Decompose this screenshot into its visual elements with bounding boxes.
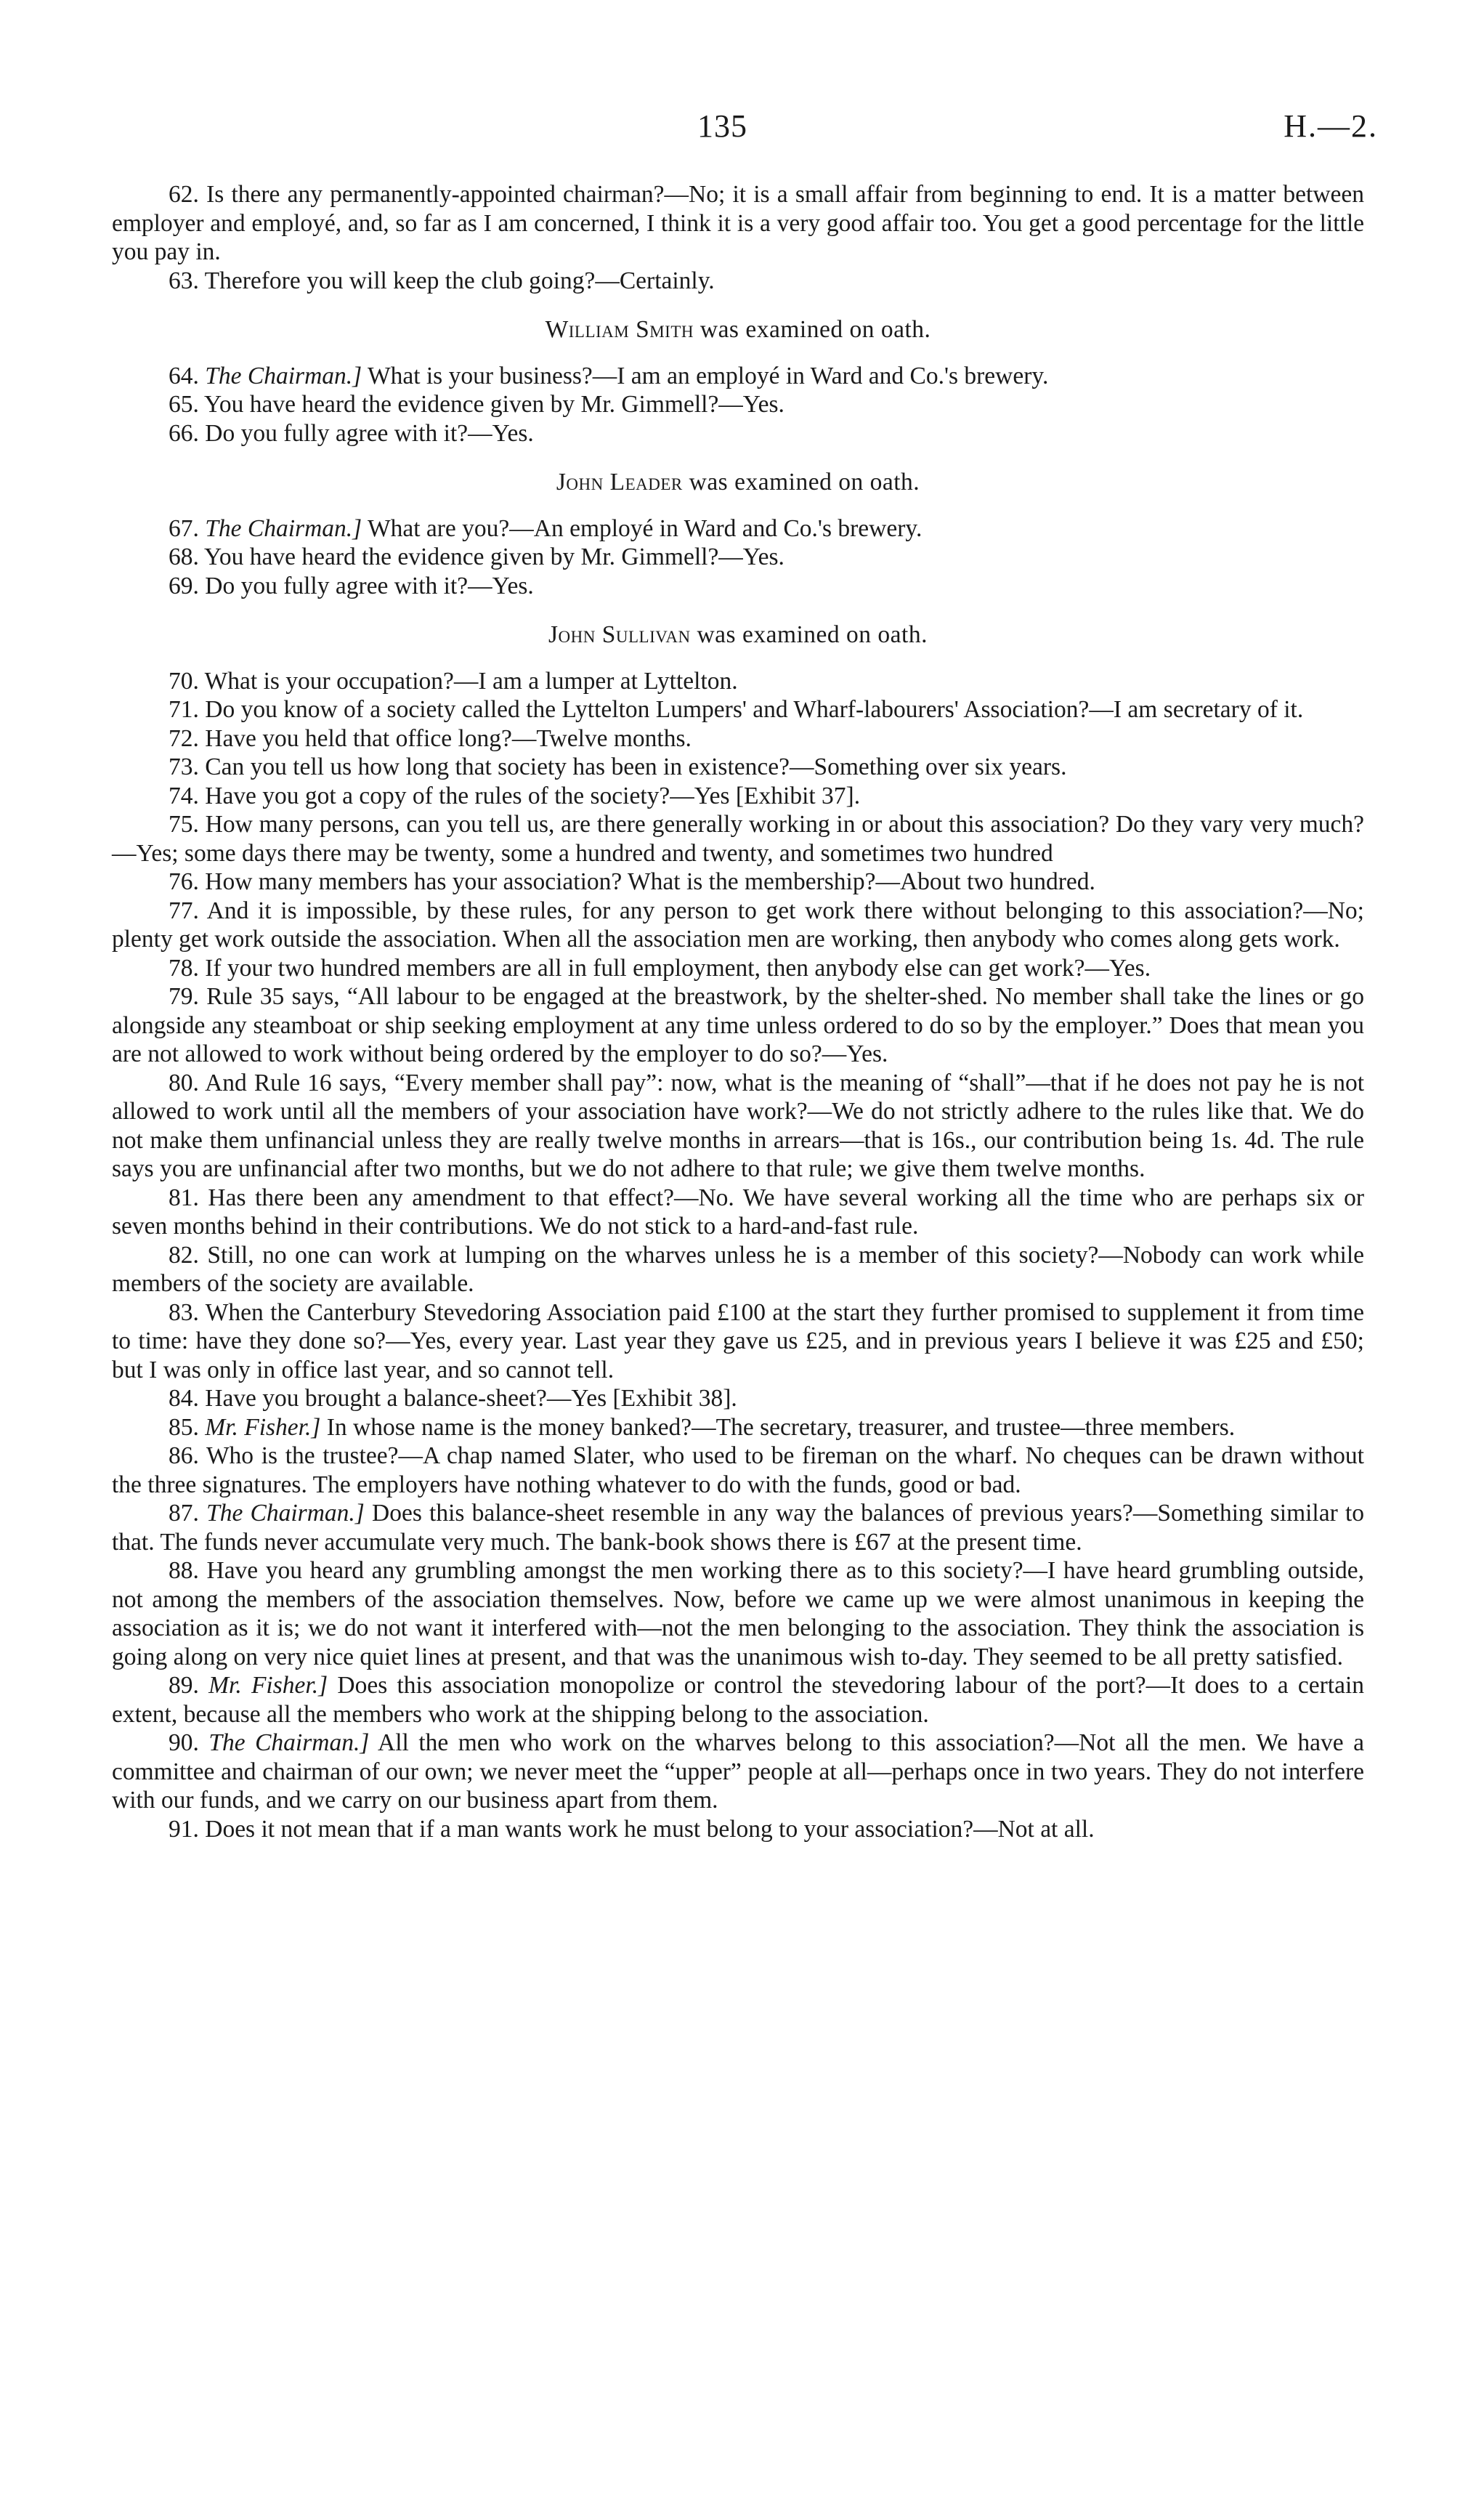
witness-name: William Smith xyxy=(545,316,694,343)
question-answer-paragraph xyxy=(112,1413,1364,1442)
question-number: 79. xyxy=(169,983,199,1010)
question-answer-paragraph xyxy=(112,1729,1364,1815)
question-number: 83. xyxy=(169,1298,199,1326)
question-answer-text: All the men who work on the wharves belong to this association?—Not all the men. We have a committee and chairman of our own; we never meet the “upper” people at all—perhaps once in two years. They do not interfere with our funds, and we carry on our business apart from them. xyxy=(112,1729,1365,1814)
witness-heading xyxy=(112,315,1364,344)
speaker-label: Mr. Fisher.] xyxy=(208,1672,328,1699)
question-answer-text: Does it not mean that if a man wants work he must belong to your association?—Not at all. xyxy=(205,1815,1095,1843)
question-answer-paragraph xyxy=(112,514,1364,543)
question-number: 76. xyxy=(169,868,199,895)
question-answer-text: You have heard the evidence given by Mr. Gimmell?—Yes. xyxy=(204,391,784,418)
question-answer-text: When the Canterbury Stevedoring Association paid £100 at the start they further promised to supplement it from time to time: have they done so?—Yes, every year. Last year they gave us £25, and in previous years I believe it was £25 and £50; but I was only in office last year, and so cannot tell. xyxy=(112,1298,1364,1383)
question-answer-text: What is your business?—I am an employé in Ward and Co.'s brewery. xyxy=(367,362,1049,389)
question-answer-text: How many members has your association? What is the membership?—About two hundred. xyxy=(205,868,1095,895)
speaker-label: The Chairman.] xyxy=(205,514,362,542)
question-answer-paragraph xyxy=(112,1069,1364,1184)
question-answer-paragraph xyxy=(112,810,1364,868)
speaker-label: Mr. Fisher.] xyxy=(205,1413,321,1441)
question-number: 86. xyxy=(169,1442,199,1469)
question-answer-paragraph xyxy=(112,1499,1364,1556)
question-answer-paragraph xyxy=(112,419,1364,448)
question-answer-paragraph xyxy=(112,1671,1364,1729)
question-answer-paragraph xyxy=(112,724,1364,753)
question-answer-text: Have you got a copy of the rules of the society?—Yes [Exhibit 37]. xyxy=(205,782,861,809)
question-number: 80. xyxy=(169,1069,199,1096)
question-answer-text: Have you heard any grumbling amongst the men working there as to this society?—I have heard grumbling outside, not among the members of the association themselves. Now, before we came up we were almost unanimous in keeping the association as it is; we do not want it interfered with—not the men belonging to the association. They think the association is going along on very nice quiet lines at present, and that was the unanimous wish to-day. They seemed to be all pretty satisfied. xyxy=(112,1557,1365,1670)
witness-heading xyxy=(112,621,1364,650)
question-number: 89. xyxy=(169,1672,199,1699)
question-answer-text: Have you held that office long?—Twelve months. xyxy=(205,724,692,752)
question-answer-text: Does this association monopolize or control the stevedoring labour of the port?—It does to a certain extent, because all the members who work at the shipping belong to the association. xyxy=(112,1672,1364,1728)
question-answer-text: Do you know of a society called the Lyttelton Lumpers' and Wharf-labourers' Association?—I am secretary of it. xyxy=(205,696,1304,723)
question-number: 91. xyxy=(169,1815,199,1843)
witness-heading-text: was examined on oath. xyxy=(697,621,928,648)
question-number: 65. xyxy=(169,391,199,418)
question-number: 63. xyxy=(169,267,199,294)
witness-heading-text: was examined on oath. xyxy=(689,469,920,496)
witness-heading xyxy=(112,468,1364,497)
question-number: 67. xyxy=(169,514,199,542)
speaker-label: The Chairman.] xyxy=(208,1729,370,1756)
question-answer-paragraph xyxy=(112,782,1364,811)
question-number: 62. xyxy=(169,181,199,208)
question-answer-paragraph xyxy=(112,1556,1364,1671)
question-answer-paragraph xyxy=(112,390,1364,419)
question-number: 74. xyxy=(169,782,199,809)
question-answer-text: Has there been any amendment to that effect?—No. We have several working all the time who are perhaps six or seven months behind in their contributions. We do not stick to a hard-and-fast rule. xyxy=(112,1184,1364,1240)
question-answer-text: Who is the trustee?—A chap named Slater, who used to be fireman on the wharf. No cheques can be drawn without the three signatures. The employers have nothing whatever to do with the funds, good or bad. xyxy=(112,1442,1364,1498)
question-number: 77. xyxy=(169,897,199,924)
question-answer-text: If your two hundred members are all in full employment, then anybody else can get work?—Yes. xyxy=(205,954,1151,982)
question-answer-text: And it is impossible, by these rules, for any person to get work there without belonging to this association?—No; plenty get work outside the association. When all the association men are working, then anybody who comes along gets work. xyxy=(112,897,1364,953)
question-number: 85. xyxy=(169,1413,199,1441)
question-answer-text: What is your occupation?—I am a lumper at Lyttelton. xyxy=(204,667,738,695)
question-answer-text: Do you fully agree with it?—Yes. xyxy=(205,572,534,599)
question-number: 71. xyxy=(169,696,199,723)
question-answer-paragraph xyxy=(112,954,1364,983)
question-answer-paragraph xyxy=(112,695,1364,724)
speaker-label: The Chairman.] xyxy=(205,362,362,389)
question-answer-text: Therefore you will keep the club going?—Certainly. xyxy=(204,267,715,294)
page-number: 135 xyxy=(697,108,747,144)
question-answer-text: And Rule 16 says, “Every member shall pay”: now, what is the meaning of “shall”—that if he does not pay he is not allowed to work until all the members of your association have work?—We do not strictly adhere to the rules like that. We do not make them unfinancial unless they are really twelve months in arrears—that is 16s., our contribution being 1s. 4d. The rule says you are unfinancial after two months, but we do not adhere to that rule; we give them twelve months. xyxy=(112,1069,1364,1182)
question-answer-paragraph xyxy=(112,753,1364,782)
question-answer-paragraph xyxy=(112,180,1364,267)
question-answer-paragraph xyxy=(112,1815,1364,1844)
question-answer-paragraph xyxy=(112,667,1364,696)
question-number: 75. xyxy=(169,811,199,838)
witness-name: John Sullivan xyxy=(548,621,691,648)
question-answer-paragraph xyxy=(112,982,1364,1069)
question-answer-paragraph xyxy=(112,1184,1364,1241)
witness-heading-text: was examined on oath. xyxy=(700,316,931,343)
question-answer-text: Do you fully agree with it?—Yes. xyxy=(205,419,534,447)
question-answer-paragraph xyxy=(112,267,1364,296)
question-answer-text: What are you?—An employé in Ward and Co.'s brewery. xyxy=(367,514,923,542)
question-answer-paragraph xyxy=(112,543,1364,572)
question-number: 88. xyxy=(169,1557,199,1584)
question-number: 70. xyxy=(169,667,199,695)
question-answer-text: Still, no one can work at lumping on the wharves unless he is a member of this society?—Nobody can work while members of the society are available. xyxy=(112,1241,1364,1297)
question-answer-paragraph xyxy=(112,572,1364,601)
question-number: 81. xyxy=(169,1184,199,1211)
question-answer-paragraph xyxy=(112,868,1364,897)
question-answer-paragraph xyxy=(112,1442,1364,1499)
evidence-body xyxy=(112,180,1364,1843)
question-answer-text: How many persons, can you tell us, are there generally working in or about this association? Do they vary very much?—Yes; some days there may be twenty, some a hundred and twenty, and sometimes two hundred xyxy=(112,811,1364,867)
question-answer-text: Rule 35 says, “All labour to be engaged at the breastwork, by the shelter-shed. No member shall take the lines or go alongside any steamboat or ship seeking employment at any time unless ordered to do so by the employer.” Does that mean you are not allowed to work without being ordered by the employer to do so?—Yes. xyxy=(112,983,1364,1067)
question-number: 64. xyxy=(169,362,199,389)
question-number: 66. xyxy=(169,419,199,447)
question-answer-paragraph xyxy=(112,1384,1364,1413)
speaker-label: The Chairman.] xyxy=(206,1500,365,1527)
question-number: 72. xyxy=(169,724,199,752)
question-number: 68. xyxy=(169,543,199,570)
question-answer-text: Have you brought a balance-sheet?—Yes [Exhibit 38]. xyxy=(205,1385,737,1412)
question-answer-text: You have heard the evidence given by Mr. Gimmell?—Yes. xyxy=(204,543,784,570)
witness-name: John Leader xyxy=(556,469,683,496)
question-answer-paragraph xyxy=(112,1241,1364,1298)
question-number: 69. xyxy=(169,572,199,599)
question-number: 78. xyxy=(169,954,199,982)
question-answer-paragraph xyxy=(112,897,1364,954)
question-answer-paragraph xyxy=(112,1298,1364,1385)
question-answer-text: In whose name is the money banked?—The secretary, treasurer, and trustee—three members. xyxy=(326,1413,1236,1441)
question-number: 87. xyxy=(169,1500,199,1527)
question-number: 90. xyxy=(169,1729,199,1756)
question-answer-text: Does this balance-sheet resemble in any way the balances of previous years?—Something similar to that. The funds never accumulate very much. The bank-book shows there is £67 at the present time. xyxy=(112,1500,1365,1556)
question-answer-paragraph xyxy=(112,362,1364,391)
question-answer-text: Can you tell us how long that society has been in existence?—Something over six years. xyxy=(205,753,1067,780)
question-number: 73. xyxy=(169,753,199,780)
question-number: 84. xyxy=(169,1385,199,1412)
question-number: 82. xyxy=(169,1241,199,1269)
question-answer-text: Is there any permanently-appointed chairman?—No; it is a small affair from beginning to end. It is a matter between employer and employé, and, so far as I am concerned, I think it is a very good affair too. You get a good percentage for the little you pay in. xyxy=(112,181,1364,265)
document-code: H.—2. xyxy=(1284,108,1378,144)
